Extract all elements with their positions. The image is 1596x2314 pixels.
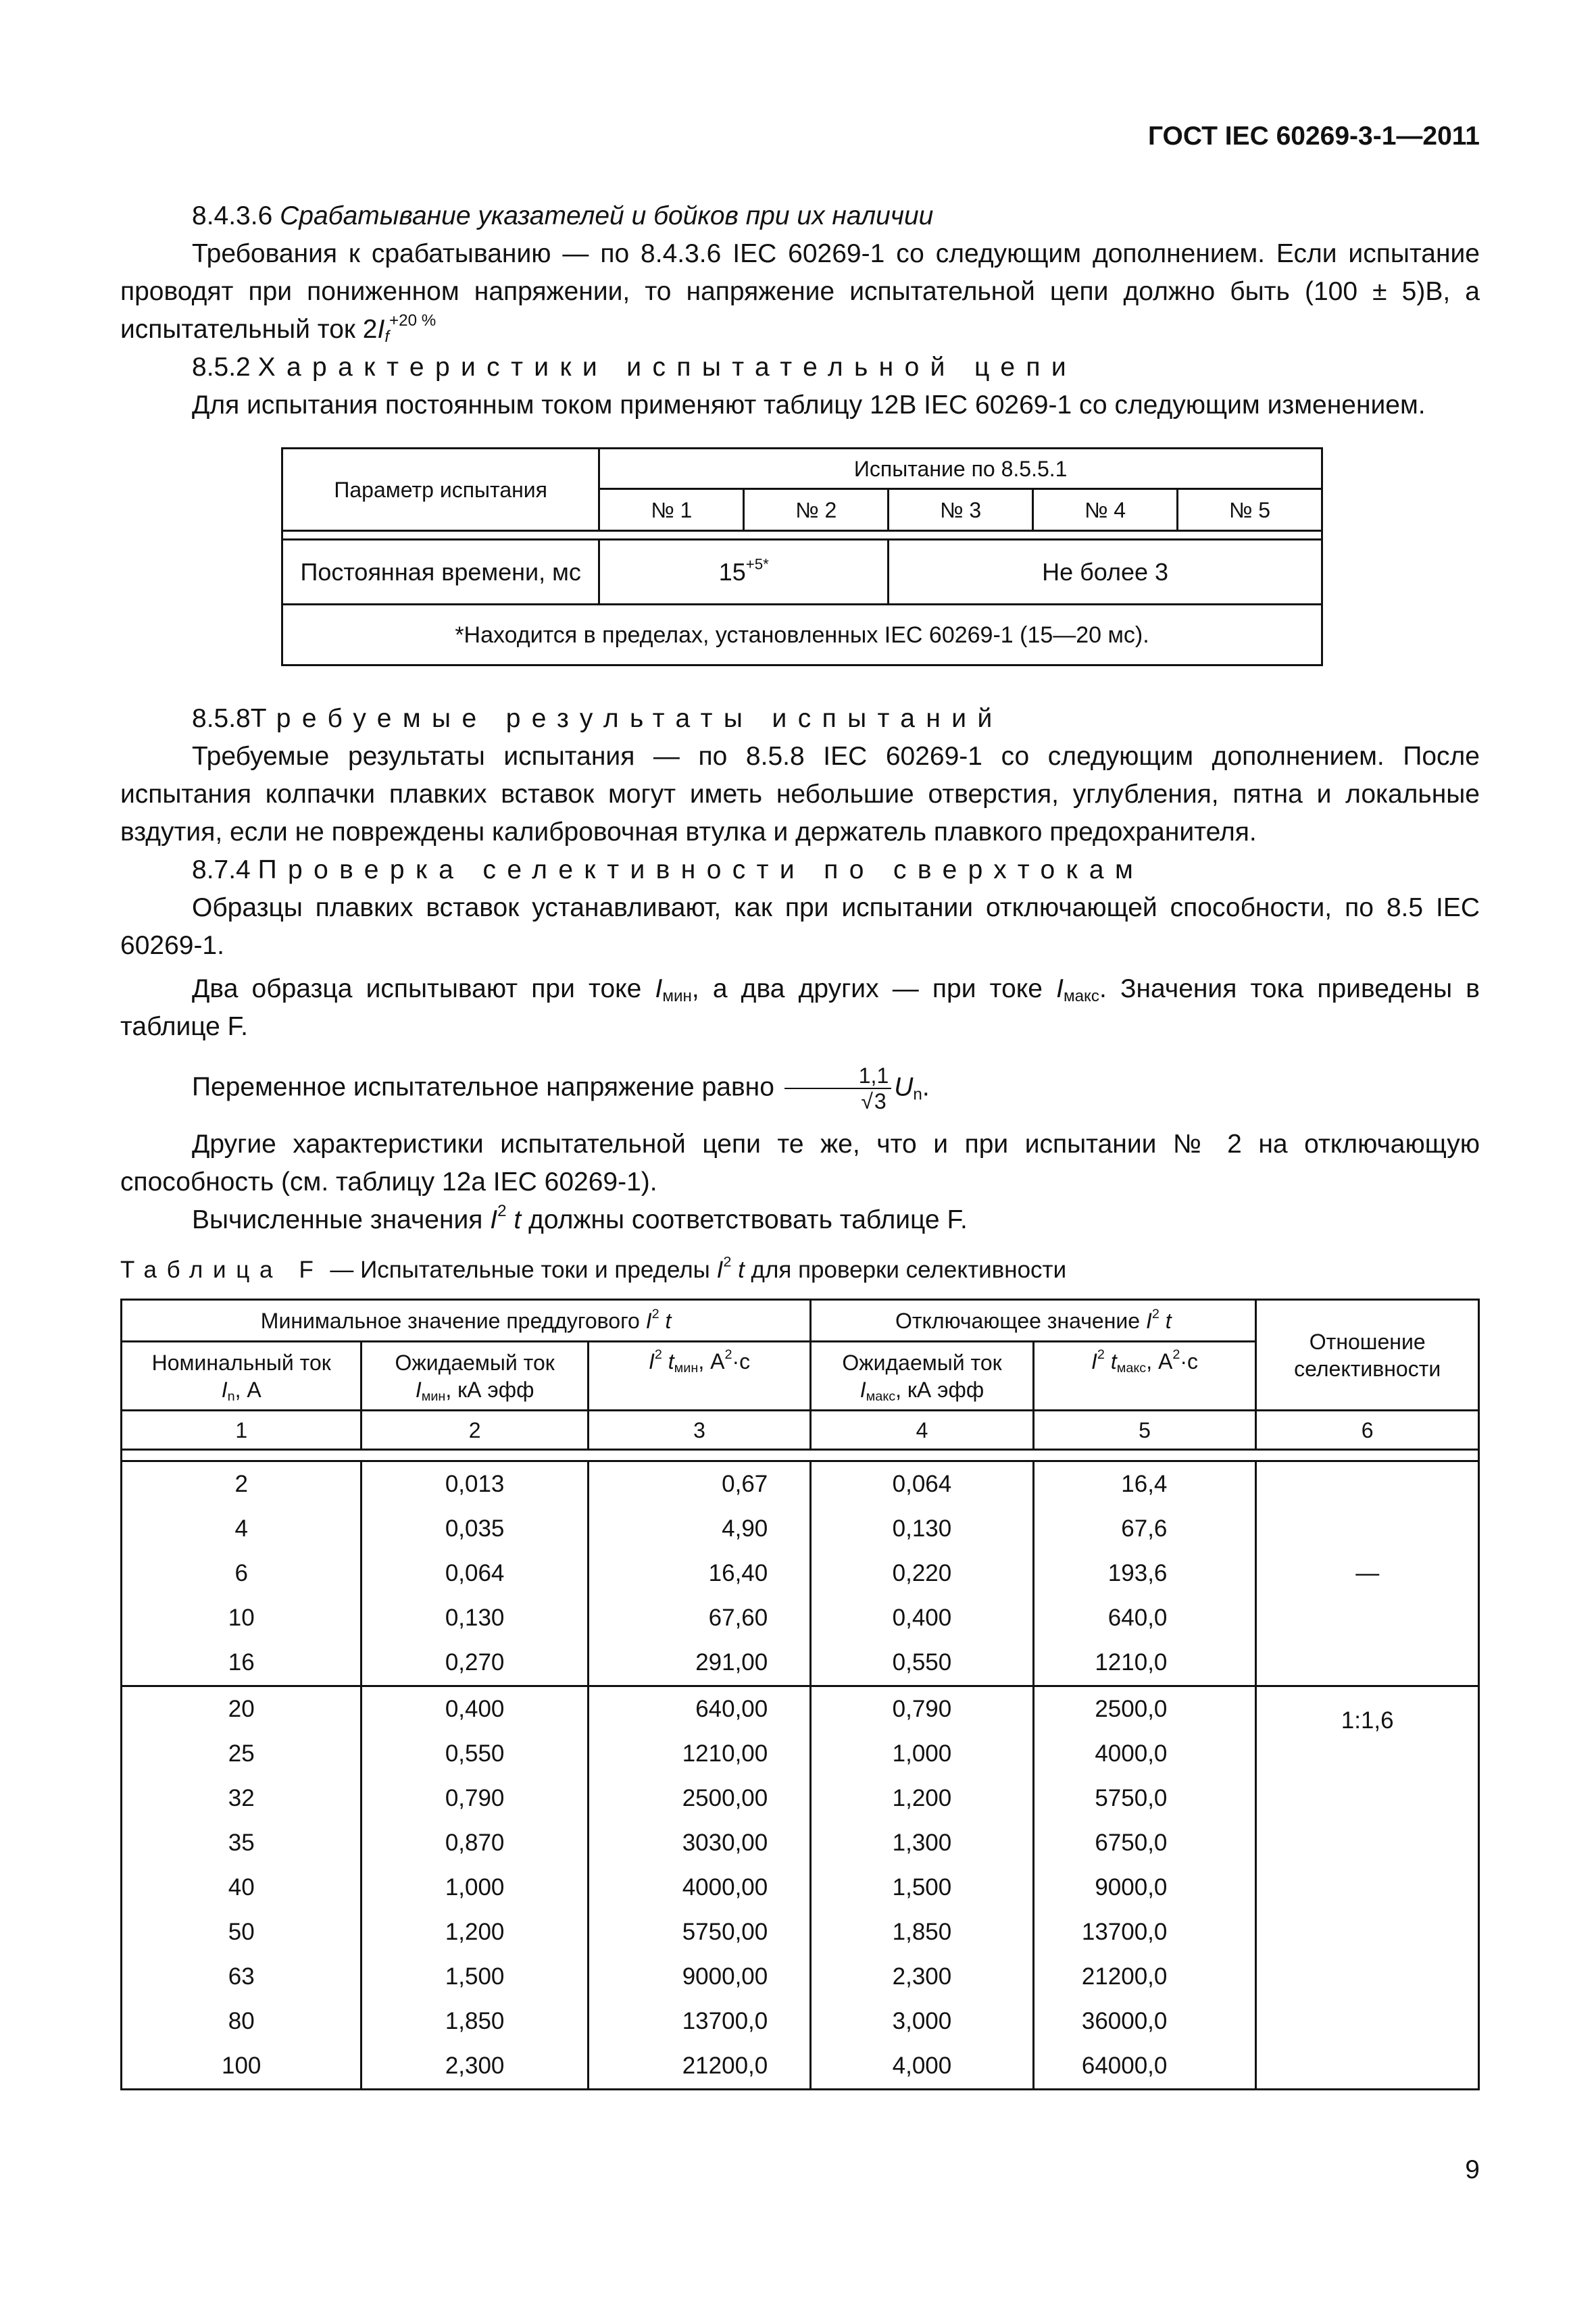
table-cell: 2500,00 xyxy=(588,1776,810,1821)
table-cell: 1,200 xyxy=(811,1776,1033,1821)
table-cell: 0,790 xyxy=(361,1776,588,1821)
table-cell: 0,270 xyxy=(361,1640,588,1686)
table-cell: 0,550 xyxy=(361,1732,588,1776)
test-circuit-table xyxy=(281,447,1323,666)
table-cell: 6 xyxy=(122,1551,361,1596)
table-cell: 4000,00 xyxy=(588,1865,810,1910)
table-cell: 10 xyxy=(122,1596,361,1640)
table-cell: 13700,0 xyxy=(1033,1910,1256,1955)
table-cell: 67,6 xyxy=(1033,1507,1256,1551)
table-cell: 16 xyxy=(122,1640,361,1686)
table-f-body xyxy=(122,1461,1479,2090)
value-cell: Не более 3 xyxy=(889,540,1322,605)
table-cell: 0,130 xyxy=(361,1596,588,1640)
table-cell: 50 xyxy=(122,1910,361,1955)
table-cell: 36000,0 xyxy=(1033,1999,1256,2044)
section-8-7-4-heading: 8.7.4 Проверка селективности по сверхтокам xyxy=(192,855,1145,884)
col-number: 1 xyxy=(122,1411,361,1450)
table-cell: 0,064 xyxy=(811,1461,1033,1507)
table-cell: 4,90 xyxy=(588,1507,810,1551)
table-cell: 291,00 xyxy=(588,1640,810,1686)
selectivity-ratio-cell: — xyxy=(1256,1461,1479,1686)
table-cell: 4,000 xyxy=(811,2044,1033,2090)
table-cell: 35 xyxy=(122,1821,361,1865)
col-header: № 1 xyxy=(599,489,744,531)
col2-header: Ожидаемый ток $I_{мин}$, кА эфф xyxy=(361,1342,588,1411)
table-cell: 0,550 xyxy=(811,1640,1033,1686)
table-cell: 32 xyxy=(122,1776,361,1821)
table-cell: 64000,0 xyxy=(1033,2044,1256,2090)
col-number: 4 xyxy=(811,1411,1033,1450)
table-cell: 1,000 xyxy=(361,1865,588,1910)
section-8-5-8-heading: 8.5.8Требуемые результаты испытаний xyxy=(192,704,1003,733)
table-cell: 0,400 xyxy=(361,1686,588,1732)
table-f-caption: Таблица F — Испытательные токи и пределы $I^2$ t для проверки селективности xyxy=(120,1253,1067,1283)
table-cell: 63 xyxy=(122,1955,361,1999)
param-header: Параметр испытания xyxy=(282,449,599,531)
table-row xyxy=(122,1686,1479,1732)
table-cell: 20 xyxy=(122,1686,361,1732)
section-8-7-4-p1: Образцы плавких вставок устанавливают, как при испытании отключающей способности, по 8.5 IEC 60269-1. xyxy=(120,893,1480,960)
table-cell: 16,4 xyxy=(1033,1461,1256,1507)
table-cell: 5750,0 xyxy=(1033,1776,1256,1821)
value-cell: $15^{+5*}$ xyxy=(599,540,889,605)
group-header-max: Отключающее значение $I^2$ t xyxy=(811,1300,1256,1342)
col1-header: Номинальный ток $I_n$, А xyxy=(122,1342,361,1411)
table-cell: 0,400 xyxy=(811,1596,1033,1640)
table-cell: 0,870 xyxy=(361,1821,588,1865)
document-header: ГОСТ IEC 60269-3-1—2011 xyxy=(1147,122,1480,151)
table-cell: 3030,00 xyxy=(588,1821,810,1865)
col3-header: $I^2$ $t_{мин}$, $А^2\cdot с$ xyxy=(588,1342,810,1411)
table-cell: 2,300 xyxy=(811,1955,1033,1999)
col-number: 5 xyxy=(1033,1411,1256,1450)
table-cell: 1,500 xyxy=(361,1955,588,1999)
table-cell: 0,130 xyxy=(811,1507,1033,1551)
table-cell: 0,035 xyxy=(361,1507,588,1551)
table-cell: 0,013 xyxy=(361,1461,588,1507)
section-8-7-4-p2: Два образца испытывают при токе $I_{мин}$, а два других — при токе $I_{макс}$. Значения тока приведены в таблице F. xyxy=(120,974,1480,1041)
table-cell: 21200,0 xyxy=(1033,1955,1256,1999)
col-number: 2 xyxy=(361,1411,588,1450)
table-row xyxy=(122,1461,1479,1507)
section-8-4-3-6-heading: 8.4.3.6 Срабатывание указателей и бойков при их наличии xyxy=(192,201,934,230)
table-cell: 25 xyxy=(122,1732,361,1776)
col-header: № 5 xyxy=(1178,489,1322,531)
col-header: № 4 xyxy=(1033,489,1178,531)
table-cell: 1,500 xyxy=(811,1865,1033,1910)
col-header: № 2 xyxy=(744,489,889,531)
table-cell: 193,6 xyxy=(1033,1551,1256,1596)
section-8-7-4-p4: Другие характеристики испытательной цепи те же, что и при испытании № 2 на отключающую способность (см. таблицу 12a IEC 60269-1). xyxy=(120,1130,1480,1197)
table-cell: 67,60 xyxy=(588,1596,810,1640)
table-cell: 6750,0 xyxy=(1033,1821,1256,1865)
table-cell: 0,790 xyxy=(811,1686,1033,1732)
col-header: № 3 xyxy=(889,489,1033,531)
table-cell: 2500,0 xyxy=(1033,1686,1256,1732)
col-number: 6 xyxy=(1256,1411,1479,1450)
table-cell: 1,850 xyxy=(811,1910,1033,1955)
table-cell: 4000,0 xyxy=(1033,1732,1256,1776)
table-cell: 40 xyxy=(122,1865,361,1910)
table-cell: 4 xyxy=(122,1507,361,1551)
section-8-5-2-text: Для испытания постоянным током применяют таблицу 12B IEC 60269-1 со следующим изменением. xyxy=(192,391,1426,420)
table-cell: 0,67 xyxy=(588,1461,810,1507)
section-8-7-4-p5: Вычисленные значения $I^2$ t должны соответствовать таблице F. xyxy=(192,1201,968,1234)
table-cell: 640,0 xyxy=(1033,1596,1256,1640)
table-1-wrapper xyxy=(120,447,1480,666)
col5-header: $I^2$ $t_{макс}$, $А^2\cdot с$ xyxy=(1033,1342,1256,1411)
table-cell: 21200,0 xyxy=(588,2044,810,2090)
table-f xyxy=(120,1299,1480,2090)
table-cell: 1210,0 xyxy=(1033,1640,1256,1686)
table-cell: 1,000 xyxy=(811,1732,1033,1776)
table-cell: 13700,0 xyxy=(588,1999,810,2044)
table-cell: 0,220 xyxy=(811,1551,1033,1596)
table-cell: 0,064 xyxy=(361,1551,588,1596)
test-header: Испытание по 8.5.5.1 xyxy=(599,449,1322,489)
section-8-5-8-text: Требуемые результаты испытания — по 8.5.8 IEC 60269-1 со следующим дополнением. После испытания колпачки плавких вставок могут иметь небольшие отверстия, углубления, пятна и локальные вздутия, если не повреждены калибровочная втулка и держатель плавкого предохранителя. xyxy=(120,742,1480,847)
table-cell: 2 xyxy=(122,1461,361,1507)
group-header-min: Минимальное значение преддугового $I^2$ t xyxy=(122,1300,811,1342)
col6-header: Отношение селективности xyxy=(1256,1300,1479,1411)
col-number: 3 xyxy=(588,1411,810,1450)
page-number: 9 xyxy=(1465,2155,1480,2184)
table-cell: 16,40 xyxy=(588,1551,810,1596)
section-8-5-2-heading: 8.5.2 Характеристики испытательной цепи xyxy=(192,353,1078,382)
voltage-fraction: $\frac{1,1}{√3}$ xyxy=(784,1063,891,1113)
table-cell: 1,300 xyxy=(811,1821,1033,1865)
section-8-7-4-p3: Переменное испытательное напряжение равно $\frac{1,1}{√3}$ $U_n$. xyxy=(192,1063,930,1113)
table-cell: 9000,0 xyxy=(1033,1865,1256,1910)
page-content xyxy=(120,197,1480,2090)
table-cell: 100 xyxy=(122,2044,361,2090)
table-cell: 1210,00 xyxy=(588,1732,810,1776)
table-cell: 3,000 xyxy=(811,1999,1033,2044)
table-cell: 1,200 xyxy=(361,1910,588,1955)
table-cell: 9000,00 xyxy=(588,1955,810,1999)
table-cell: 2,300 xyxy=(361,2044,588,2090)
selectivity-ratio-cell: 1:1,6 xyxy=(1256,1686,1479,2090)
col4-header: Ожидаемый ток $I_{макс}$, кА эфф xyxy=(811,1342,1033,1411)
table-cell: 5750,00 xyxy=(588,1910,810,1955)
table-cell: 640,00 xyxy=(588,1686,810,1732)
row-label: Постоянная времени, мс xyxy=(282,540,599,605)
table-cell: 80 xyxy=(122,1999,361,2044)
section-8-4-3-6-text: Требования к срабатыванию — по 8.4.3.6 IEC 60269-1 со следующим дополнением. Если испытание проводят при пониженном напряжении, то напряжение испытательной цепи должно быть (100 ± 5)В, а испытательный ток $2I_f^{+20 \%}$ xyxy=(120,239,1480,347)
table-cell: 1,850 xyxy=(361,1999,588,2044)
table-note: *Находится в пределах, установленных IEC 60269-1 (15—20 мс). xyxy=(282,605,1322,665)
